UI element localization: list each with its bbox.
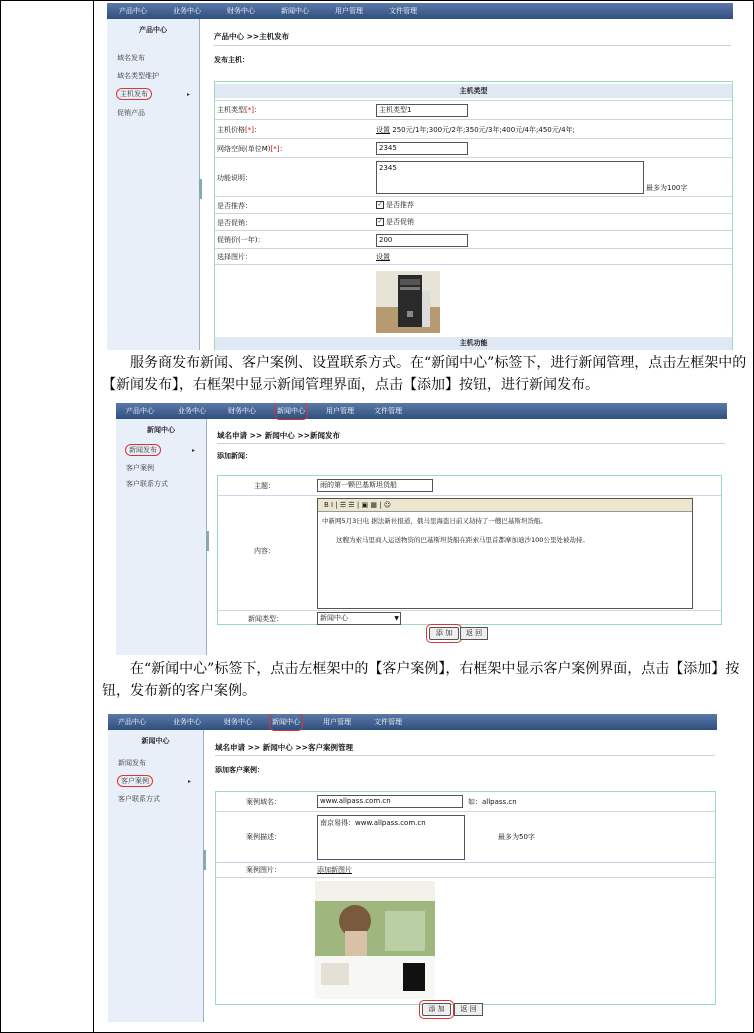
tab-product[interactable]: 产品中心 xyxy=(118,718,146,726)
row-image-preview xyxy=(216,877,715,1004)
footer-header: 主机功能 xyxy=(215,337,732,350)
label-image: 选择图片： xyxy=(217,253,252,261)
label-title: 主题： xyxy=(254,482,275,490)
price-set-link[interactable]: 设置 xyxy=(376,126,390,134)
collapse-handle[interactable] xyxy=(199,179,202,199)
sidebar xyxy=(116,419,207,655)
row-space xyxy=(215,138,732,157)
row-recommend xyxy=(215,196,732,213)
image-set-link[interactable]: 设置 xyxy=(376,253,390,261)
label-price: 主机价格[*]： xyxy=(217,126,261,134)
editor-line-1: 中新网5月3日电 据法新社报道，俄马里海盗日前又劫持了一艘巴基斯坦货船。 xyxy=(322,517,547,525)
sidebar-item-news-publish[interactable]: 新闻发布 xyxy=(118,759,146,767)
arrow-right-icon: ▸ xyxy=(187,91,191,98)
tab-finance[interactable]: 财务中心 xyxy=(227,7,255,15)
row-desc xyxy=(216,811,715,862)
case-desc-textarea[interactable]: 南京易得：www.allpass.com.cn xyxy=(317,815,465,860)
label-image: 案例图片： xyxy=(246,866,281,874)
tab-files[interactable]: 文件管理 xyxy=(374,718,402,726)
row-image xyxy=(215,248,732,264)
row-content xyxy=(218,495,721,610)
row-title xyxy=(218,476,721,494)
sidebar xyxy=(108,730,204,1022)
price-value: 设置 250元/1年;300元/2年;350元/3年;400元/4年;450元/4年; xyxy=(376,126,575,134)
tab-files[interactable]: 文件管理 xyxy=(374,407,402,415)
label-promo-price: 促销价(一年)： xyxy=(217,236,265,244)
tab-product[interactable]: 产品中心 xyxy=(119,7,147,15)
func-textarea[interactable]: 2345 xyxy=(376,161,644,194)
collapse-handle[interactable] xyxy=(203,850,206,870)
breadcrumb-divider xyxy=(214,45,731,46)
recommend-checkbox[interactable]: ✓ 是否推荐 xyxy=(377,201,414,209)
section-title: 添加客户案例： xyxy=(215,766,264,774)
row-image-preview xyxy=(215,264,732,337)
label-desc: 案例描述： xyxy=(246,833,281,841)
label-category: 新闻类型： xyxy=(248,615,283,623)
space-input[interactable]: 2345 xyxy=(376,142,468,155)
domain-hint: 如：allpass.cn xyxy=(468,798,517,806)
breadcrumb-divider xyxy=(217,443,725,444)
add-button[interactable]: 添 加 xyxy=(429,627,459,640)
collapse-handle[interactable] xyxy=(206,531,209,551)
tab-news[interactable]: 新闻中心 xyxy=(275,403,307,419)
sidebar-item-domain-publish[interactable]: 域名发布 xyxy=(117,54,145,62)
table-header: 主机类型 xyxy=(215,84,732,98)
tab-users[interactable]: 用户管理 xyxy=(326,407,354,415)
sidebar-title: 新闻中心 xyxy=(147,426,175,434)
row-promo-price xyxy=(215,230,732,248)
sidebar-title: 新闻中心 xyxy=(141,737,170,745)
case-form-table xyxy=(215,791,716,1005)
label-type: 主机类型[*]： xyxy=(217,106,261,114)
sidebar-item-cases[interactable]: 客户案例 xyxy=(118,776,152,786)
top-nav xyxy=(116,403,727,419)
sidebar-item-promo[interactable]: 促销产品 xyxy=(117,109,145,117)
row-type xyxy=(215,100,732,119)
rich-text-editor[interactable] xyxy=(317,498,693,609)
sidebar-item-host-publish[interactable]: 主机发布 xyxy=(117,89,151,99)
arrow-right-icon: ▸ xyxy=(192,447,196,454)
back-button[interactable]: 返 回 xyxy=(454,1003,483,1016)
category-select[interactable]: 新闻中心 ▼ xyxy=(317,612,401,625)
column-divider xyxy=(93,0,94,1033)
top-nav xyxy=(108,714,717,730)
label-func: 功能说明： xyxy=(217,174,252,182)
promo-price-input[interactable]: 200 xyxy=(376,234,468,247)
host-computer-image xyxy=(376,271,440,333)
news-publish-screenshot xyxy=(116,403,727,655)
desc-hint: 最多为50字 xyxy=(498,833,535,841)
label-domain: 案例域名： xyxy=(246,798,281,806)
label-content: 内容： xyxy=(254,547,275,555)
sidebar-title: 产品中心 xyxy=(139,26,167,34)
editor-toolbar[interactable]: B I | ☰ ☰ | ▣ ▦ | ☺ xyxy=(318,499,692,512)
sidebar xyxy=(107,19,200,350)
tab-business[interactable]: 业务中心 xyxy=(178,407,206,415)
sidebar-item-contact[interactable]: 客户联系方式 xyxy=(126,480,168,488)
row-image xyxy=(216,862,715,877)
top-nav xyxy=(107,3,733,19)
tab-business[interactable]: 业务中心 xyxy=(173,718,201,726)
tab-finance[interactable]: 财务中心 xyxy=(224,718,252,726)
section-title: 添加新闻： xyxy=(217,452,252,460)
label-space: 网络空间(单位M)[*]： xyxy=(217,145,287,153)
breadcrumb: 域名申请 >> 新闻中心 >>新闻发布 xyxy=(217,431,340,440)
sidebar-item-news-publish[interactable]: 新闻发布 xyxy=(126,445,160,455)
sidebar-item-contact[interactable]: 客户联系方式 xyxy=(118,795,160,803)
sidebar-item-cases[interactable]: 客户案例 xyxy=(126,464,154,472)
row-price xyxy=(215,119,732,138)
tab-users[interactable]: 用户管理 xyxy=(323,718,351,726)
news-form-table xyxy=(217,475,722,625)
sidebar-item-domain-type[interactable]: 域名类型维护 xyxy=(117,72,159,80)
paragraph-news: 服务商发布新闻、客户案例、设置联系方式。在“新闻中心”标签下，进行新闻管理，点击左框架中的【新闻发布】，右框架中显示新闻管理界面，点击【添加】按钮，进行新闻发布。 xyxy=(102,355,747,393)
section-title: 发布主机： xyxy=(214,56,249,64)
host-type-input[interactable]: 主机类型1 xyxy=(376,104,468,117)
tab-news[interactable]: 新闻中心 xyxy=(281,7,309,15)
tab-business[interactable]: 业务中心 xyxy=(173,7,201,15)
case-website-image xyxy=(315,881,435,999)
paragraph-cases: 在“新闻中心”标签下，点击左框架中的【客户案例】，右框架中显示客户案例界面，点击【添加】按钮，发布新的客户案例。 xyxy=(102,661,740,699)
news-title-input[interactable]: 雨的第一颗巴基斯坦货船 xyxy=(317,479,433,492)
promo-checkbox[interactable]: ✓ 是否促销 xyxy=(377,218,414,226)
row-category xyxy=(218,610,721,625)
func-hint: 最多为100字 xyxy=(646,184,688,192)
add-image-link[interactable]: 添加新图片 xyxy=(317,866,352,874)
breadcrumb: 域名申请 >> 新闻中心 >>客户案例管理 xyxy=(215,743,353,752)
row-promo xyxy=(215,213,732,230)
editor-line-2: 这艘为索马里商人运送物资的巴基斯坦货船在距索马里首都摩加迪沙100公里处被劫持。 xyxy=(336,536,589,544)
host-form-table xyxy=(214,81,733,350)
arrow-right-icon: ▸ xyxy=(188,778,192,785)
tab-finance[interactable]: 财务中心 xyxy=(228,407,256,415)
breadcrumb-divider xyxy=(215,755,715,756)
chevron-down-icon: ▼ xyxy=(394,615,399,622)
back-button[interactable]: 返 回 xyxy=(460,627,488,640)
add-button[interactable]: 添 加 xyxy=(422,1003,451,1016)
tab-product[interactable]: 产品中心 xyxy=(126,407,154,415)
tab-users[interactable]: 用户管理 xyxy=(335,7,363,15)
tab-files[interactable]: 文件管理 xyxy=(389,7,417,15)
label-promo: 是否促销： xyxy=(217,219,252,227)
host-publish-screenshot xyxy=(107,3,733,350)
breadcrumb: 产品中心 >>主机发布 xyxy=(214,32,290,41)
case-domain-input[interactable]: www.allpass.com.cn xyxy=(317,795,463,808)
row-func xyxy=(215,157,732,196)
case-publish-screenshot xyxy=(108,714,717,1022)
row-domain xyxy=(216,792,715,810)
label-recommend: 是否推荐： xyxy=(217,202,252,210)
tab-news[interactable]: 新闻中心 xyxy=(270,714,302,730)
